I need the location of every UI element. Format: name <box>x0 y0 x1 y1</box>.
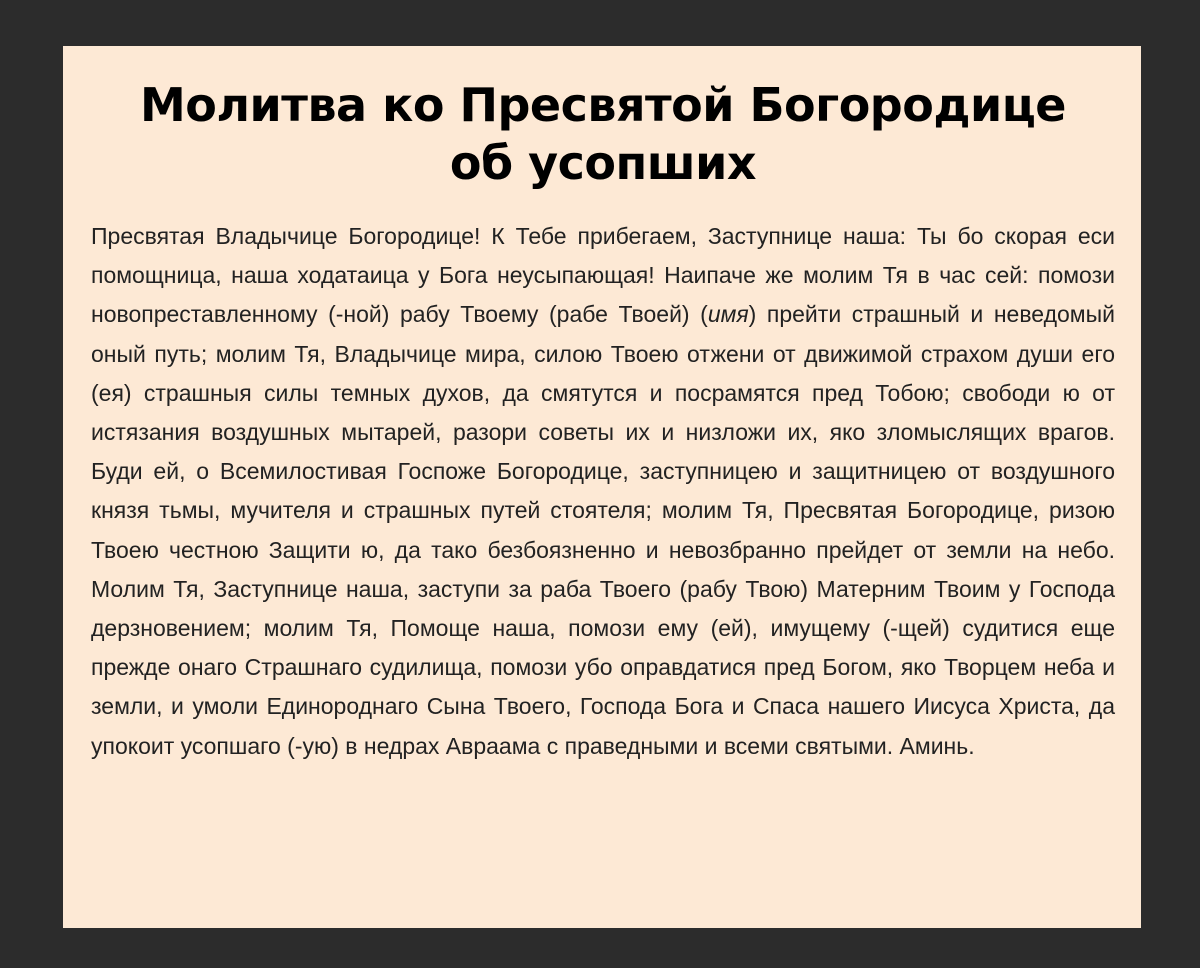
prayer-text <box>91 217 1115 766</box>
prayer-text-part-2: ) прейти страшный и неведомый оный путь; молим Тя, Владычице мира, силою Твоею отжени от движимой страхом души его (ея) страшныя силы темных духов, да смятутся и посрамятся пред Тобою; свободи ю от истязания воздушных мытарей, разори советы их и низложи их, яко зломыслящих врагов. Буди ей, о Всемилостивая Госпоже Богородице, заступницею и защитницею от воздушного князя тьмы, мучителя и страшных путей стоятеля; молим Тя, Пресвятая Богородице, ризою Твоею честною Защити ю, да тако безбоязненно и невозбранно прейдет от земли на небо. Молим Тя, Заступнице наша, заступи за раба Твоего (рабу Твою) Матерним Твоим у Господа дерзновением; молим Тя, Помоще наша, помози ему (ей), имущему (-щей) судитися еще прежде онаго Страшнаго судилища, помози убо оправдатися пред Богом, яко Творцем неба и земли, и умоли Единороднаго Сына Твоего, Господа Бога и Спаса нашего Иисуса Христа, да упокоит усопшаго (-ую) в недрах Авраама с праведными и всеми святыми. Аминь. <box>91 301 1115 759</box>
title-line-1: Молитва ко Пресвятой Богородице <box>139 78 1067 132</box>
prayer-text-part-1: Пресвятая Владычице Богородице! К Тебе прибегаем, Заступнице наша: Ты бо скорая еси помощница, наша ходатаица у Бога неусыпающая! Наипаче же молим Тя в час сей: помози новопреставленному (-ной) рабу Твоему (рабе Твоей) ( <box>91 223 1115 328</box>
page-title <box>91 76 1115 192</box>
name-placeholder: имя <box>707 301 749 328</box>
prayer-card <box>63 46 1141 928</box>
title-line-2: об усопших <box>449 136 757 190</box>
